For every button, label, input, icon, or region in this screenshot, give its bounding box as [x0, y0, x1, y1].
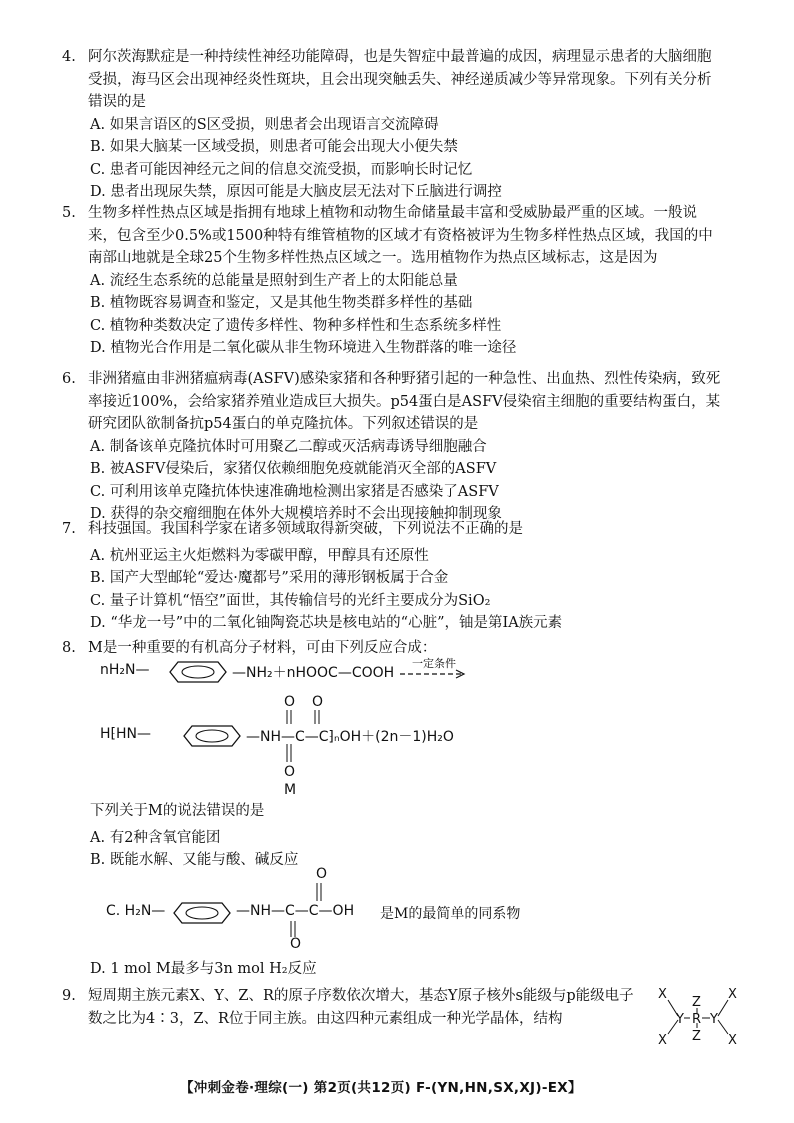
option-c-suffix: 是M的最简单的同系物: [380, 906, 521, 922]
crystal-structure-diagram: [648, 986, 742, 1050]
question-stem: 阿尔茨海默症是一种持续性神经功能障碍，也是失智症中最普遍的成因，病理显示患者的大脑细胞受损，海马区会出现神经炎性斑块，且会出现突触丢失、神经递质减少等异常现象。下列有关分析错误的是: [88, 49, 712, 110]
product-left: H⁅HN—: [100, 726, 151, 742]
option-d: D. 获得的杂交瘤细胞在体外大规模培养时不会出现接触抑制现象: [90, 506, 502, 522]
atom-x-1: X: [658, 987, 667, 1002]
product-label: M: [284, 782, 297, 798]
atom-x-3: X: [728, 987, 737, 1002]
option-c-prefix: C. H₂N—: [106, 903, 166, 919]
option-a: A. 有2种含氧官能团: [90, 829, 221, 846]
atom-z-2: Z: [692, 1029, 701, 1044]
question-8: [62, 637, 722, 660]
option-d: D. 1 mol M最多与3n mol H₂反应: [90, 961, 317, 977]
option-c: C. 植物种类数决定了遗传多样性、物种多样性和生态系统多样性: [90, 317, 502, 334]
option-b: B. 国产大型邮轮“爱达·魔都号”采用的薄形钢板属于合金: [90, 570, 449, 586]
benzene-ring-icon: [172, 722, 252, 750]
question-prompt: 下列关于M的说法错误的是: [90, 803, 265, 819]
question-7: [62, 518, 722, 635]
reaction-arrow-icon: [398, 668, 468, 680]
reaction-condition: 一定条件: [412, 657, 456, 670]
reactant-1-left: nH₂N—: [100, 662, 150, 678]
benzene-ring-icon: [158, 658, 238, 686]
question-number: 8.: [62, 640, 76, 656]
question-number: 5.: [62, 205, 76, 221]
option-a: A. 如果言语区的S区受损，则患者会出现语言交流障碍: [90, 116, 439, 133]
option-c-chain: —NH—C—C—OH: [236, 903, 355, 919]
question-5: [62, 202, 722, 360]
option-c-oxygen-bottom: O: [290, 936, 302, 952]
option-d: D. 患者出现尿失禁，原因可能是大脑皮层无法对下丘脑进行调控: [90, 184, 502, 200]
option-a: A. 杭州亚运主火炬燃料为零碳甲醇，甲醇具有还原性: [90, 547, 429, 564]
option-a: A. 制备该单克隆抗体时可用聚乙二醇或灭活病毒诱导细胞融合: [90, 438, 487, 455]
question-6: [62, 368, 722, 526]
option-c-oxygen-top: O: [316, 866, 328, 882]
option-c: C. 可利用该单克隆抗体快速准确地检测出家猪是否感染了ASFV: [90, 483, 499, 500]
reactant-1-right: —NH₂＋nHOOC—COOH: [232, 665, 395, 681]
double-bond-lines: [284, 708, 328, 768]
option-c: C. 量子计算机“悟空”面世，其传输信号的光纤主要成分为SiO₂: [90, 592, 491, 609]
question-stem: 生物多样性热点区域是指拥有地球上植物和动物生命储量最丰富和受威胁最严重的区域。一般说来，包含至少0.5%或1500种特有维管植物的区域才有资格被评为生物多样性热点区域，我国的中南部山地就是全球25个生物多样性热点区域之一。选用植物作为热点区域标志，这是因为: [88, 205, 713, 266]
question-number: 9.: [62, 988, 76, 1004]
atom-r: R: [692, 1012, 702, 1027]
double-bond-lines: [288, 881, 328, 939]
option-a: A. 流经生态系统的总能量是照射到生产者上的太阳能总量: [90, 272, 458, 289]
carbonyl-oxygen-2: O: [312, 694, 324, 710]
option-d: D. “华龙一号”中的二氧化铀陶瓷芯块是核电站的“心脏”，铀是第ⅠA族元素: [90, 615, 563, 631]
question-number: 4.: [62, 49, 76, 65]
atom-x-4: X: [728, 1033, 737, 1048]
option-b: B. 植物既容易调查和鉴定，又是其他生物类群多样性的基础: [90, 295, 473, 311]
option-b: B. 被ASFV侵染后，家猪仅依赖细胞免疫就能消灭全部的ASFV: [90, 461, 497, 477]
atom-y-2: Y: [710, 1012, 718, 1027]
atom-z-1: Z: [692, 995, 701, 1010]
question-stem: 短周期主族元素X、Y、Z、R的原子序数依次增大，基态Y原子核外s能级与p能级电子数之比为4∶3，Z、R位于同主族。由这四种元素组成一种光学晶体，结构: [88, 988, 634, 1027]
product-mid: —NH—C—C⁆ₙOH＋(2n－1)H₂O: [246, 729, 454, 745]
option-d: D. 植物光合作用是二氧化碳从非生物环境进入生物群落的唯一途径: [90, 340, 517, 356]
benzene-ring-icon: [162, 899, 242, 927]
question-8-option-d: [62, 958, 722, 981]
question-4: [62, 46, 722, 204]
carbonyl-oxygen-3: O: [284, 764, 296, 780]
question-number: 6.: [62, 371, 76, 387]
question-stem: 科技强国。我国科学家在诸多领域取得新突破，下列说法不正确的是: [88, 521, 523, 537]
question-number: 7.: [62, 521, 76, 537]
atom-y-1: Y: [676, 1012, 684, 1027]
question-8-options: [62, 800, 722, 872]
page-footer: 【冲刺金卷·理综(一) 第2页(共12页) F-(YN,HN,SX,XJ)-EX】: [180, 1080, 582, 1096]
atom-x-2: X: [658, 1033, 667, 1048]
option-c: C. 患者可能因神经元之间的信息交流受损，而影响长时记忆: [90, 161, 473, 178]
question-stem: 非洲猪瘟由非洲猪瘟病毒(ASFV)感染家猪和各种野猪引起的一种急性、出血热、烈性传染病，致死率接近100%，会给家猪养殖业造成巨大损失。p54蛋白是ASFV侵染宿主细胞的重要结构蛋白，某研究团队欲制备抗p54蛋白的单克隆抗体。下列叙述错误的是: [88, 371, 721, 432]
question-9: [62, 985, 647, 1030]
option-b: B. 如果大脑某一区域受损，则患者可能会出现大小便失禁: [90, 139, 458, 155]
question-stem: M是一种重要的有机高分子材料，可由下列反应合成：: [88, 640, 437, 656]
carbonyl-oxygen-1: O: [284, 694, 296, 710]
option-b: B. 既能水解、又能与酸、碱反应: [90, 852, 299, 868]
